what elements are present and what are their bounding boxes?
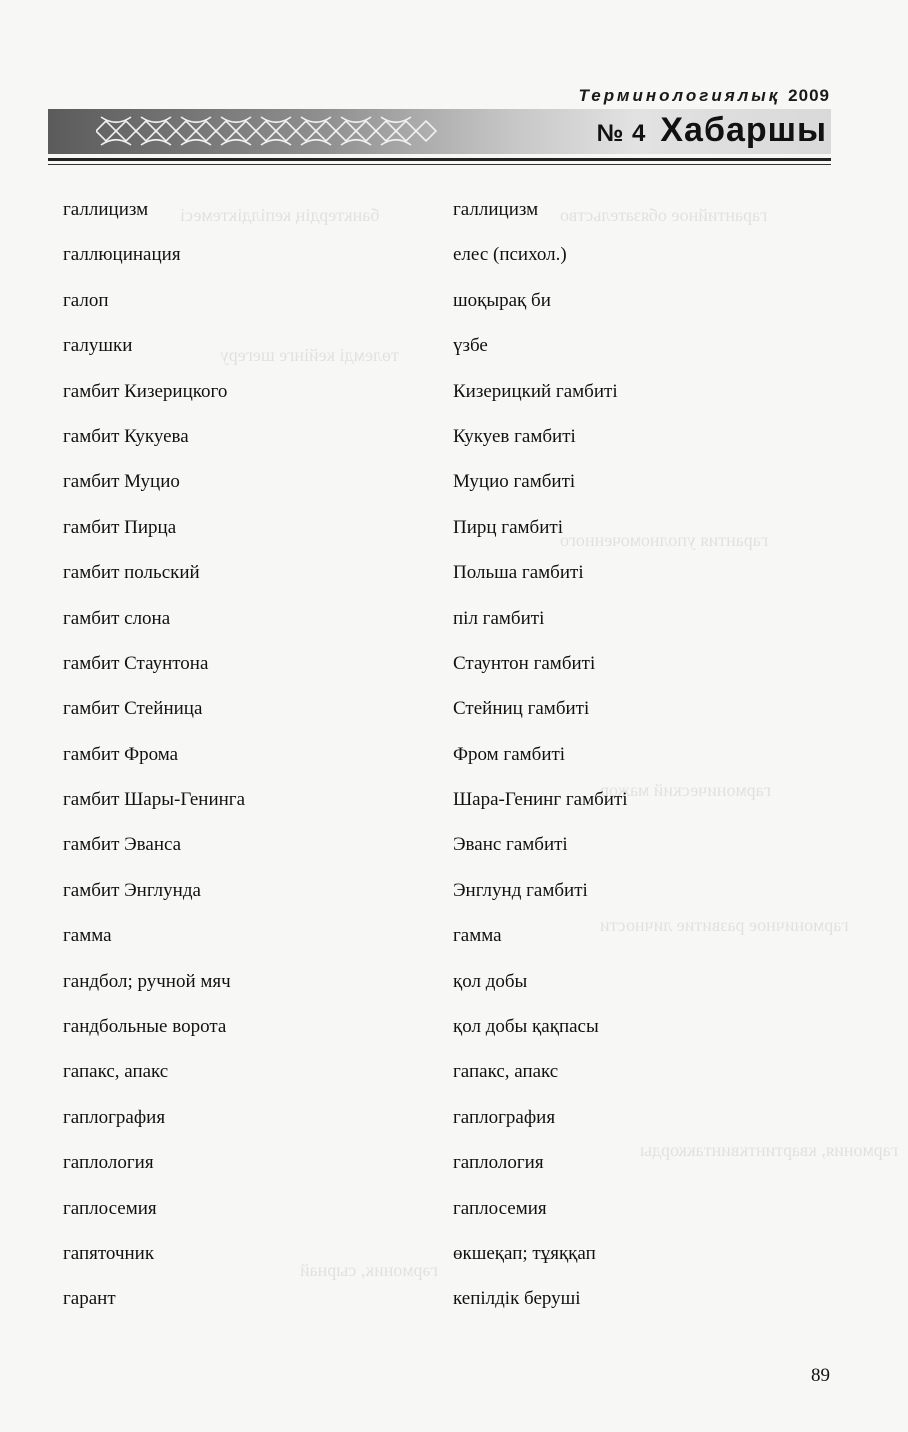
term-row	[63, 697, 823, 742]
journal-name: Хабаршы	[660, 111, 827, 149]
term-kazakh: галлицизм	[453, 199, 539, 220]
header-series	[560, 86, 830, 106]
term-russian: гамбит Кукуева	[63, 425, 189, 447]
term-russian: гамбит Муцио	[63, 471, 180, 493]
term-russian: гамбит Энглунда	[63, 879, 201, 901]
term-kazakh: Кизерицкий гамбиті	[453, 380, 618, 402]
term-russian: гамбит Шары-Генинга	[63, 789, 246, 811]
term-row	[63, 970, 823, 1015]
term-row	[63, 516, 823, 561]
journal-title	[597, 111, 827, 150]
term-russian: гамбит Фрома	[63, 743, 179, 765]
issue-number: № 4	[596, 120, 647, 147]
term-russian: гамбит Кизерицкого	[63, 380, 228, 402]
bleed-through: гармонический мажор	[600, 780, 771, 800]
term-row	[63, 243, 823, 288]
term-kazakh: гаплосемия	[453, 1197, 547, 1219]
term-russian: гамбит польский	[63, 562, 200, 584]
term-kazakh: шоқырақ би	[453, 289, 551, 311]
term-russian: гаплосемия	[63, 1197, 157, 1219]
term-kazakh: гамма	[453, 925, 502, 947]
term-row	[63, 334, 823, 379]
ornament-icon	[96, 114, 446, 148]
term-row	[63, 1151, 823, 1196]
term-russian: гамбит Пирца	[63, 516, 177, 538]
term-kazakh: Стаунтон гамбиті	[453, 652, 596, 674]
term-row	[63, 743, 823, 788]
term-russian: гамма	[63, 925, 112, 947]
term-russian: гандбольные ворота	[63, 1016, 227, 1038]
term-russian: гапакс, апакс	[63, 1061, 169, 1083]
term-russian: гаплология	[63, 1152, 154, 1174]
term-kazakh: гаплография	[453, 1106, 556, 1128]
term-kazakh: Пирц гамбиті	[453, 516, 563, 538]
term-kazakh: Польша гамбиті	[453, 562, 584, 584]
term-row	[63, 924, 823, 969]
bleed-through: гәрмоник, сырнай	[300, 1260, 438, 1280]
bleed-through: гарантия уполномоченного	[560, 530, 769, 550]
term-kazakh: Стейниц гамбиті	[453, 698, 590, 720]
term-row	[63, 470, 823, 515]
header-rule-thin	[48, 164, 831, 165]
term-row	[63, 289, 823, 334]
term-russian: гарант	[63, 1288, 116, 1310]
term-russian: гапяточник	[63, 1242, 155, 1264]
series-title: Терминологиялық	[578, 86, 781, 105]
term-russian: галлицизм	[63, 199, 149, 220]
term-kazakh: Фром гамбиті	[453, 743, 566, 765]
term-russian: галлюцинация	[63, 244, 181, 266]
bleed-through: банктердің кепілдіктемесі	[180, 205, 380, 225]
term-kazakh: елес (психол.)	[453, 244, 567, 266]
term-row	[63, 561, 823, 606]
term-row	[63, 607, 823, 652]
term-kazakh: үзбе	[453, 335, 488, 357]
term-row	[63, 1060, 823, 1105]
term-kazakh: піл гамбиті	[453, 607, 545, 629]
term-kazakh: Энглунд гамбиті	[453, 879, 588, 901]
term-russian: гандбол; ручной мяч	[63, 970, 231, 992]
term-row	[63, 198, 823, 243]
term-row	[63, 380, 823, 425]
term-row	[63, 1242, 823, 1287]
page-number: 89	[811, 1365, 830, 1386]
term-kazakh: өкшеқап; тұяққап	[453, 1242, 596, 1264]
term-kazakh: гаплология	[453, 1152, 544, 1174]
term-row	[63, 879, 823, 924]
term-row	[63, 425, 823, 470]
term-kazakh: қол добы	[453, 970, 528, 992]
term-kazakh: Кукуев гамбиті	[453, 425, 576, 447]
term-russian: гамбит Стейница	[63, 698, 203, 720]
term-row	[63, 652, 823, 697]
term-kazakh: кепілдік беруші	[453, 1288, 581, 1310]
term-kazakh: Муцио гамбиті	[453, 471, 576, 493]
term-russian: галоп	[63, 289, 109, 311]
term-russian: гамбит Эванса	[63, 834, 182, 856]
term-kazakh: гапакс, апакс	[453, 1061, 559, 1083]
term-row	[63, 1287, 823, 1332]
bleed-through: гарантийное обязательство	[560, 205, 768, 225]
bleed-through: төлемді кейінге шегеру	[220, 345, 399, 365]
term-list	[63, 198, 823, 1333]
bleed-through: гармония, квартинтквинтаккорды	[640, 1140, 898, 1160]
term-kazakh: Шара-Генинг гамбиті	[453, 789, 628, 811]
term-russian: галушки	[63, 335, 133, 357]
term-row	[63, 1106, 823, 1151]
term-russian: гамбит Стаунтона	[63, 652, 209, 674]
term-row	[63, 1015, 823, 1060]
header-year: 2009	[788, 86, 830, 105]
term-russian: гаплография	[63, 1106, 166, 1128]
term-row	[63, 788, 823, 833]
header-band	[48, 109, 831, 154]
bleed-through: гармоничное развитие личности	[600, 915, 849, 935]
term-row	[63, 833, 823, 878]
term-row	[63, 1197, 823, 1242]
header-rule	[48, 158, 831, 161]
term-kazakh: Эванс гамбиті	[453, 834, 568, 856]
term-kazakh: қол добы қақпасы	[453, 1016, 599, 1038]
term-russian: гамбит слона	[63, 607, 171, 629]
